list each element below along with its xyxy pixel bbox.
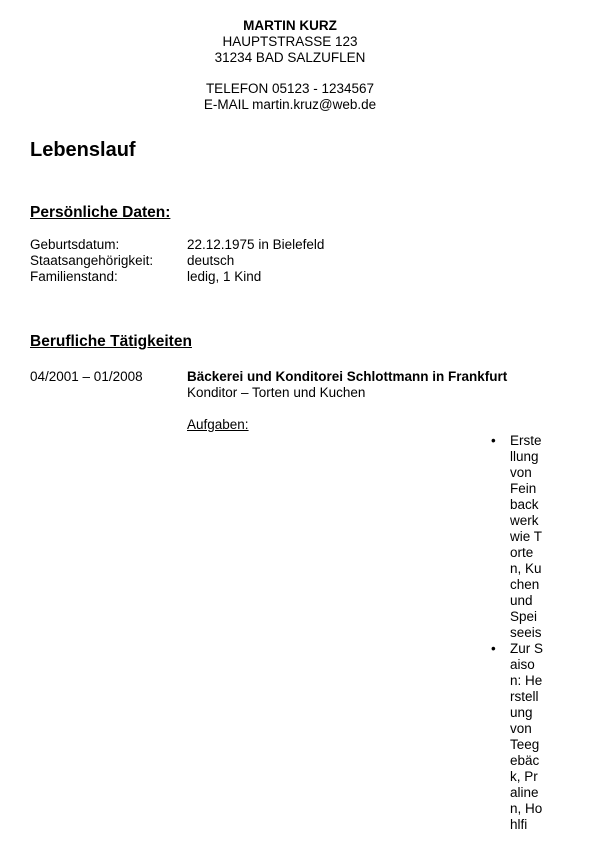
personal-row-birthdate [30, 237, 570, 253]
bullet-icon: • [491, 433, 496, 448]
job-details [187, 369, 567, 433]
document-title: Lebenslauf [30, 139, 136, 161]
street-address: HAUPTSTRASSE 123 [222, 34, 358, 49]
phone-number: TELEFON 05123 - 1234567 [205, 81, 375, 96]
list-item [491, 641, 543, 833]
row-label: Staatsangehörigkeit: [30, 253, 154, 268]
task-text: Zur Saison: Herstellung von Teegebäck, Pralinen, Hohlfi [510, 641, 544, 832]
applicant-name: MARTIN KURZ [243, 18, 337, 33]
task-text: Erstellung von Feinbackwerk wie Torten, Kuchen und Speiseeis [510, 433, 543, 640]
job-period: 04/2001 – 01/2008 [30, 369, 143, 384]
job-company: Bäckerei und Konditorei Schlottmann in Frankfurt [187, 369, 508, 384]
personal-row-marital-status [30, 269, 570, 285]
tasks-label: Aufgaben: [187, 417, 249, 432]
row-value: deutsch [187, 253, 235, 268]
city-address: 31234 BAD SALZUFLEN [214, 50, 366, 65]
list-item [491, 433, 543, 641]
task-list [491, 433, 543, 833]
row-value: 22.12.1975 in Bielefeld [187, 237, 325, 252]
email-address: E-MAIL martin.kruz@web.de [203, 97, 377, 112]
header-spacer [0, 66, 580, 81]
row-value: ledig, 1 Kind [187, 269, 262, 284]
address-header [0, 18, 580, 113]
job-position: Konditor – Torten und Kuchen [187, 385, 366, 400]
row-label: Familienstand: [30, 269, 118, 284]
bullet-icon: • [491, 641, 496, 656]
work-experience-heading: Berufliche Tätigkeiten [30, 333, 192, 350]
personal-row-nationality [30, 253, 570, 269]
row-label: Geburtsdatum: [30, 237, 120, 252]
personal-data-heading: Persönliche Daten: [30, 204, 171, 221]
